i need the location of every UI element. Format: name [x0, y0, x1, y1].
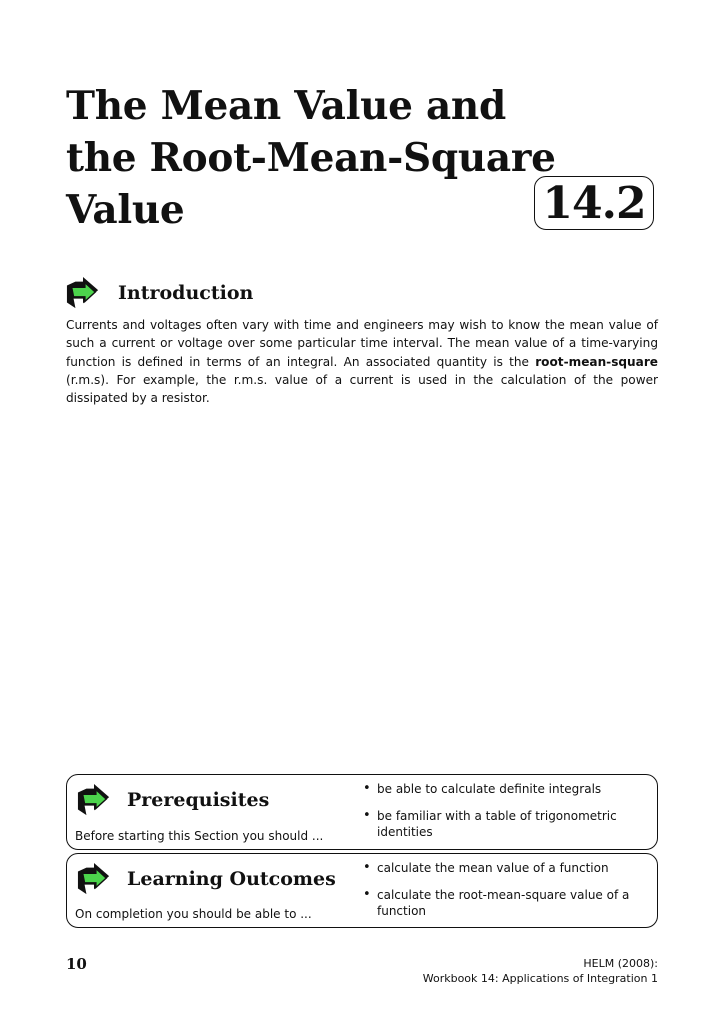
intro-text-part-1: Currents and voltages often vary with time and engineers may wish to know the mean value of such a current or voltage over some particular time interval. The mean value of a time-varying function is defined in terms of an integral. An associated quantity is the: [66, 318, 658, 369]
intro-bold-term: root-mean-square: [535, 354, 658, 369]
title-line-3: Value: [66, 187, 185, 233]
footer-citation: [423, 956, 658, 986]
footer-line-1: HELM (2008):: [583, 957, 658, 970]
learning-outcomes-box: [66, 853, 658, 928]
learning-outcomes-subtext: On completion you should be able to ...: [75, 907, 312, 921]
title-line-1: The Mean Value and: [66, 83, 506, 129]
introduction-text: [66, 316, 658, 407]
learning-outcomes-left: [75, 854, 365, 927]
page-number: 10: [66, 955, 87, 973]
list-item: • calculate the root-mean-square value of a function: [363, 887, 633, 919]
footer-line-2: Workbook 14: Applications of Integration 1: [422, 972, 658, 985]
green-arrow-icon: [75, 862, 113, 896]
green-arrow-icon: [64, 276, 102, 310]
list-item: • be able to calculate definite integrals: [363, 781, 633, 797]
prerequisites-heading: [75, 783, 269, 817]
green-arrow-icon: [75, 783, 113, 817]
introduction-label: Introduction: [118, 282, 254, 304]
prerequisites-box: [66, 774, 658, 850]
introduction-heading: [64, 276, 253, 310]
prerequisites-subtext: Before starting this Section you should ...: [75, 829, 324, 843]
prerequisites-list: [363, 781, 633, 851]
learning-outcomes-list: [363, 860, 633, 930]
learning-outcomes-heading: [75, 862, 336, 896]
prerequisites-label: Prerequisites: [127, 789, 270, 811]
prerequisites-left: [75, 775, 365, 849]
list-item: • be familiar with a table of trigonometric identities: [363, 808, 633, 840]
list-item: • calculate the mean value of a function: [363, 860, 633, 876]
intro-text-part-2: (r.m.s). For example, the r.m.s. value of a current is used in the calculation of the power dissipated by a resistor.: [66, 372, 658, 406]
section-number-badge: 14.2: [534, 176, 654, 230]
section-title: [66, 80, 556, 236]
title-line-2: the Root-Mean-Square: [66, 135, 556, 181]
learning-outcomes-label: Learning Outcomes: [127, 868, 336, 890]
